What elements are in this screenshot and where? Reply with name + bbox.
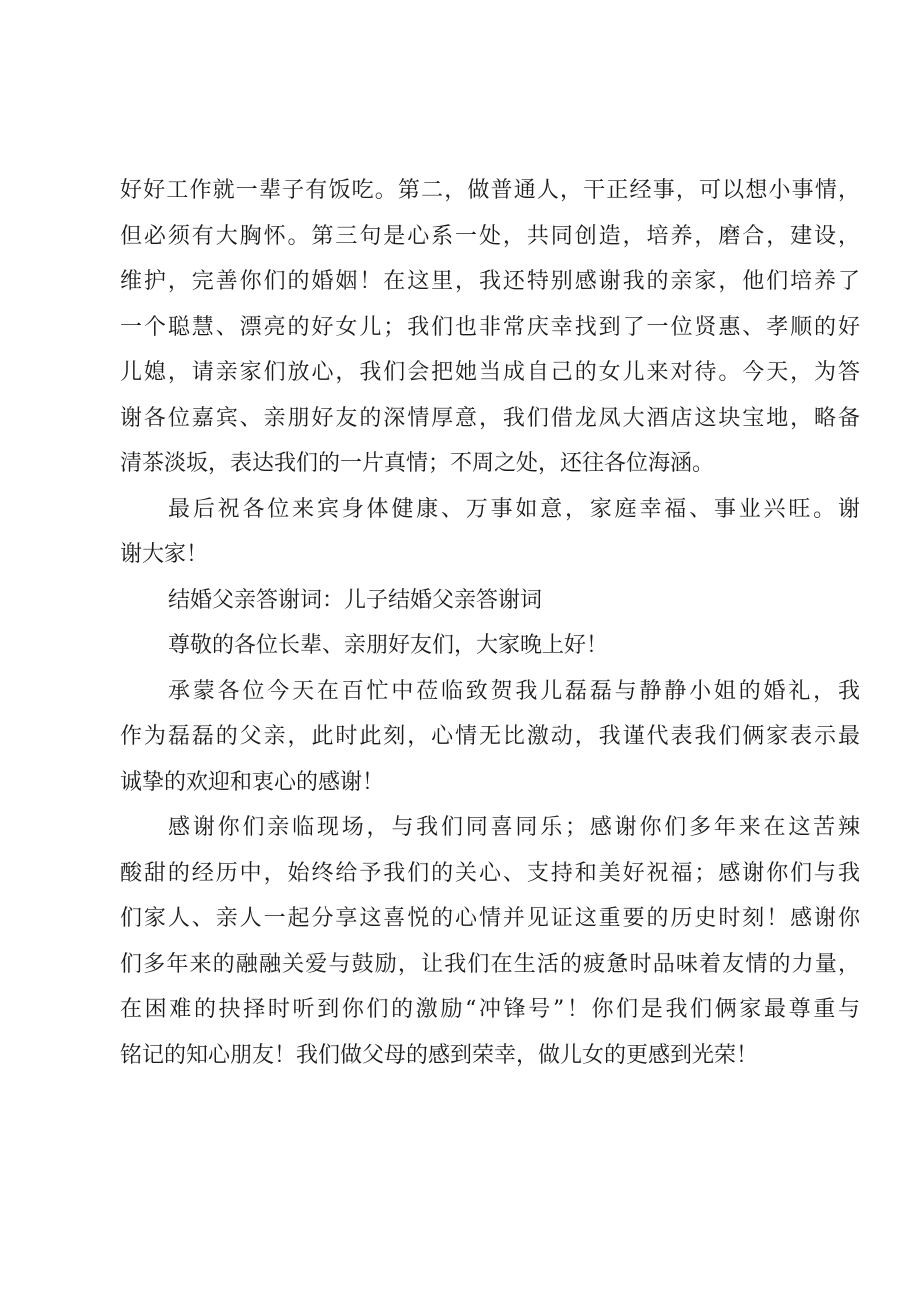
text-line: 感谢你们亲临现场，与我们同喜同乐；感谢你们多年来在这苦辣 [168, 815, 860, 840]
text-line: 最后祝各位来宾身体健康、万事如意，家庭幸福、事业兴旺。谢 [168, 496, 860, 522]
salutation: 尊敬的各位长辈、亲朋好友们，大家晚上好！ [168, 633, 609, 658]
document-body [120, 168, 860, 1078]
text-line: 酸甜的经历中，始终给予我们的关心、支持和美好祝福；感谢你们与我 [120, 860, 860, 886]
text-line: 谢大家！ [120, 542, 209, 567]
text-line: 但必须有大胸怀。第三句是心系一处，共同创造，培养，磨合，建设， [120, 223, 860, 249]
text-line: 儿媳，请亲家们放心，我们会把她当成自己的女儿来对待。今天，为答 [120, 360, 860, 385]
text-line: 诚挚的欢迎和衷心的感谢！ [120, 769, 385, 795]
text-line: 维护，完善你们的婚姻！在这里，我还特别感谢我的亲家，他们培养了 [120, 269, 860, 294]
section-heading: 结婚父亲答谢词：儿子结婚父亲答谢词 [168, 587, 543, 613]
text-line: 清茶淡坂，表达我们的一片真情；不周之处，还往各位海涵。 [120, 451, 715, 476]
text-line: 承蒙各位今天在百忙中莅临致贺我儿磊磊与静静小姐的婚礼，我 [168, 678, 860, 704]
text-line: 谢各位嘉宾、亲朋好友的深情厚意，我们借龙凤大酒店这块宝地，略备 [120, 405, 860, 431]
text-line: 好好工作就一辈子有饭吃。第二，做普通人，干正经事，可以想小事情， [120, 178, 860, 203]
text-line: 们家人、亲人一起分享这喜悦的心情并见证这重要的历史时刻！感谢你 [120, 906, 860, 931]
text-line: 作为磊磊的父亲，此时此刻，心情无比激动，我谨代表我们俩家表示最 [120, 724, 860, 749]
text-line: 在困难的抉择时听到你们的激励“冲锋号”！你们是我们俩家最尊重与 [120, 997, 860, 1022]
text-line: 铭记的知心朋友！我们做父母的感到荣幸，做儿女的更感到光荣！ [120, 1042, 759, 1068]
text-line: 们多年来的融融关爱与鼓励，让我们在生活的疲惫时品味着友情的力量， [120, 951, 860, 977]
text-line: 一个聪慧、漂亮的好女儿；我们也非常庆幸找到了一位贤惠、孝顺的好 [120, 314, 860, 340]
